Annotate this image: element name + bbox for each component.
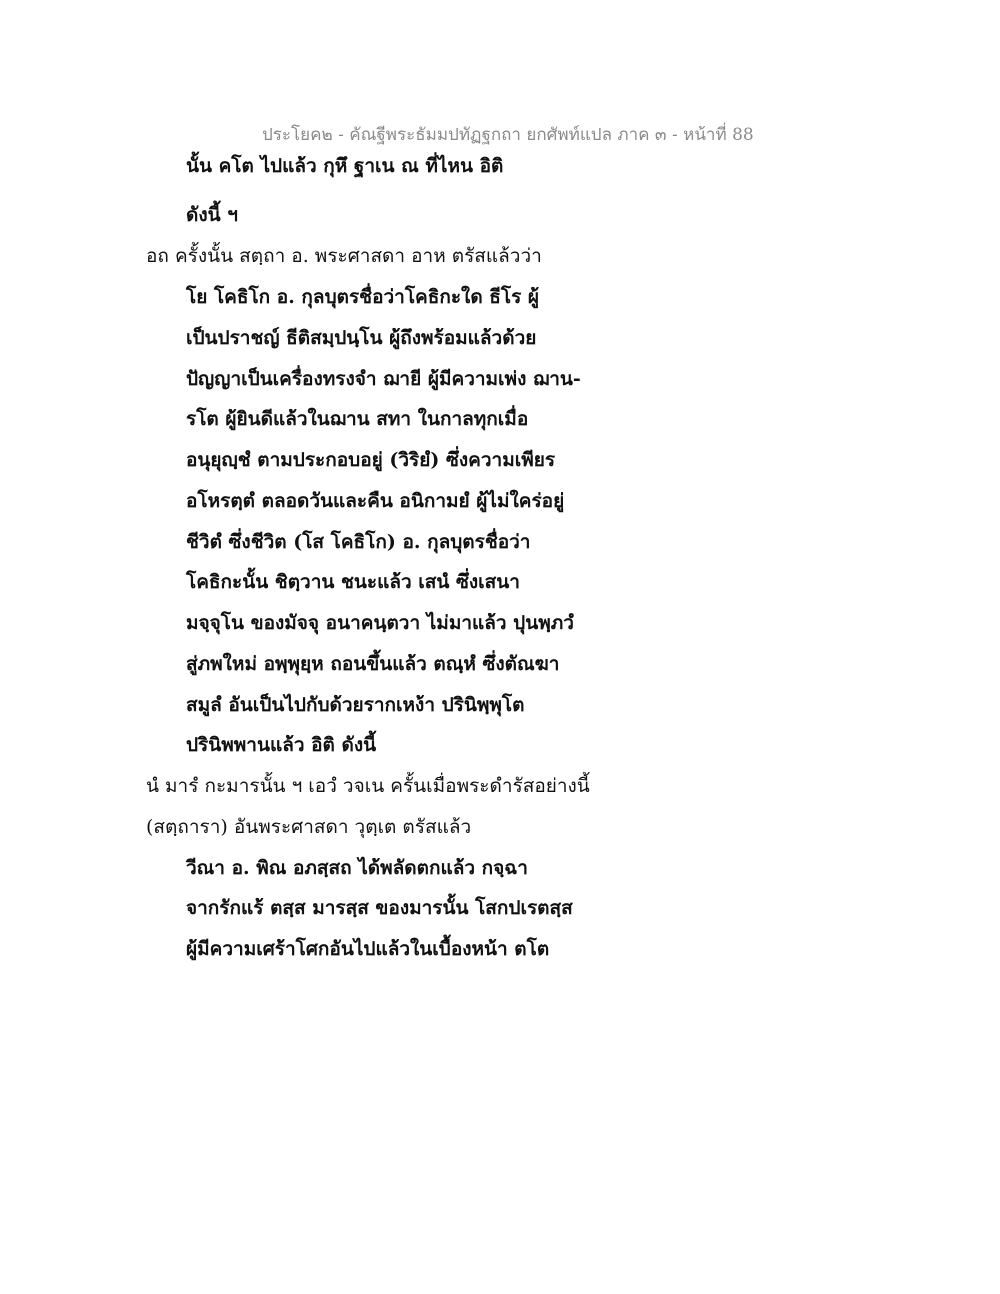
- text-line-16: นํ มารํ กะมารนั้น ฯ เอวํ วจเน ครั้นเมื่อพระดำรัสอย่างนี้: [146, 775, 590, 797]
- text-line-3: อถ ครั้งนั้น สตฺถา อ. พระศาสดา อาห ตรัสแล้วว่า: [146, 245, 542, 267]
- text-line-12: มจฺจุโน ของมัจจุ อนาคนฺตวา ไม่มาแล้ว ปุนพฺภวํ: [186, 612, 574, 634]
- text-line-2: ดังนี้ ฯ: [186, 204, 238, 226]
- text-line-1: นั้น คโต ไปแล้ว กุหึ ฐาเน ณ ที่ไหน อิติ: [186, 155, 504, 177]
- text-line-10: ชีวิตํ ซึ่งชีวิต (โส โคธิโก) อ. กุลบุตรชื่อว่า: [186, 531, 531, 553]
- text-line-7: รโต ผู้ยินดีแล้วในฌาน สทา ในกาลทุกเมื่อ: [186, 408, 529, 430]
- page-header: ประโยค๒ - คัณฐีพระธัมมปทัฏฐกถา ยกศัพท์แปล ภาค ๓ - หน้าที่ 88: [262, 125, 754, 145]
- text-line-9: อโหรตฺตํ ตลอดวันและคืน อนิกามยํ ผู้ไม่ใคร่อยู่: [186, 490, 565, 512]
- text-line-20: ผู้มีความเศร้าโศกอันไปแล้วในเบื้องหน้า ตโต: [186, 938, 550, 960]
- text-line-13: สู่ภพใหม่ อพฺพุยฺห ถอนขึ้นแล้ว ตณฺหํ ซึ่งตัณฆา: [186, 653, 560, 675]
- text-line-5: เป็นปราชญ์ ธีติสมฺปนฺโน ผู้ถึงพร้อมแล้วด้วย: [186, 327, 537, 349]
- text-line-11: โคธิกะนั้น ชิตฺวาน ชนะแล้ว เสนํ ซึ่งเสนา: [186, 571, 520, 593]
- text-line-15: ปรินิพพานแล้ว อิติ ดังนี้: [186, 734, 377, 756]
- text-line-18: วีณา อ. พิณ อภสฺสถ ได้พลัดตกแล้ว กจฺฉา: [186, 857, 528, 879]
- text-line-8: อนุยุญฺชํ ตามประกอบอยู่ (วิริยํ) ซึ่งความเพียร: [186, 449, 556, 471]
- text-line-19: จากรักแร้ ตสฺส มารสฺส ของมารนั้น โสกปเรตสฺส: [186, 897, 573, 919]
- text-line-4: โย โคธิโก อ. กุลบุตรชื่อว่าโคธิกะใด ธีโร ผู้: [186, 286, 540, 308]
- text-line-6: ปัญญาเป็นเครื่องทรงจำ ฌายี ผู้มีความเพ่ง ฌาน-: [186, 368, 581, 390]
- text-line-14: สมูลํ อันเป็นไปกับด้วยรากเหง้า ปรินิพฺพุโต: [186, 694, 525, 716]
- text-line-17: (สตฺถารา) อันพระศาสดา วุตฺเต ตรัสแล้ว: [146, 816, 472, 838]
